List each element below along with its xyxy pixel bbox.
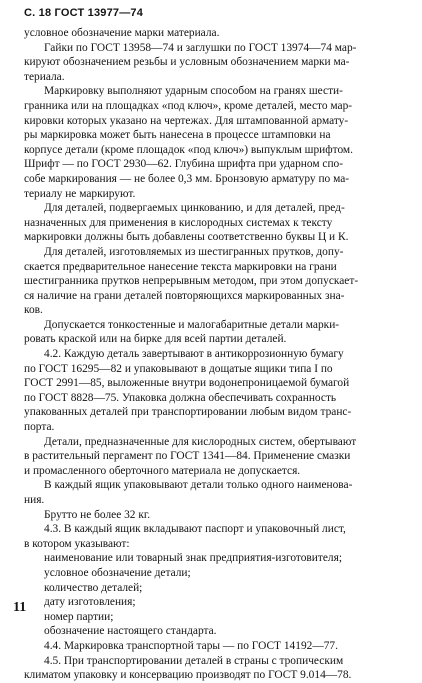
- text-line: ГОСТ 2991—85, выложенные внутри водонепроницаемой бумагой: [24, 377, 350, 390]
- text-line: Допускается тонкостенные и малогабаритные детали марки-: [44, 318, 340, 331]
- text-line: в растительный пергамент по ГОСТ 1341—84. Применение смазки: [24, 450, 351, 463]
- text-line: собе маркирования — не более 0,3 мм. Бронзовую арматуру по ма-: [24, 172, 350, 185]
- text-line: 4.3. В каждый ящик вкладывают паспорт и упаковочный лист,: [44, 523, 346, 536]
- text-line: териала.: [24, 70, 65, 83]
- text-line: условное обозначение марки материала.: [24, 27, 220, 39]
- text-line: наименование или товарный знак предприятия-изготовителя;: [44, 552, 343, 565]
- text-line: дату изготовления;: [44, 596, 136, 609]
- text-line: ровать краской или на бирке для всей партии деталей.: [24, 333, 287, 346]
- text-line: Шрифт — по ГОСТ 2930—62. Глубина шрифта при ударном спо-: [24, 158, 344, 171]
- document-body: [24, 26, 398, 683]
- text-line: назначенных для применения в кислородных системах к тексту: [24, 216, 333, 229]
- text-line: по ГОСТ 16295—82 и упаковывают в дощатые ящики типа I по: [24, 362, 333, 375]
- text-line: условное обозначение детали;: [44, 566, 191, 579]
- text-line: териалу не маркируют.: [24, 187, 136, 200]
- text-line: скается предварительное нанесение текста маркировки на грани: [24, 260, 337, 273]
- text-line: упакованных деталей при транспортировании любым видом транс-: [24, 406, 352, 419]
- text-line: ния.: [24, 494, 45, 506]
- text-line: Детали, предназначенные для кислородных систем, обертывают: [44, 435, 357, 448]
- text-line: В каждый ящик упаковывают детали только одного наименова-: [44, 479, 353, 492]
- text-line: 4.2. Каждую деталь завертывают в антикоррозионную бумагу: [44, 348, 344, 361]
- text-line: маркировки должны быть добавлены соответственно буквы Ц и К.: [24, 231, 349, 244]
- text-line: количество деталей;: [44, 581, 143, 594]
- text-line: в котором указывают:: [24, 537, 130, 550]
- text-line: климатом упаковку и консервацию производят по ГОСТ 9.014—78.: [24, 669, 352, 682]
- text-line: гранника или на площадках «под ключ», кроме деталей, место мар-: [24, 99, 353, 112]
- page-corner-mark: 11: [13, 600, 27, 615]
- text-line: ся наличие на грани деталей повторяющихся маркированных зна-: [24, 289, 345, 302]
- text-line: кируют обозначением резьбы и условным обозначением марки ма-: [24, 56, 350, 69]
- text-line: номер партии;: [44, 610, 114, 623]
- text-line: Гайки по ГОСТ 13958—74 и заглушки по ГОСТ 13974—74 мар-: [44, 41, 357, 54]
- text-line: кировки которых указано на чертежах. Для штампованной армату-: [24, 114, 349, 127]
- text-line: ков.: [24, 304, 43, 317]
- text-line: Для деталей, подвергаемых цинкованию, и для деталей, пред-: [44, 202, 345, 215]
- text-line: по ГОСТ 8828—75. Упаковка должна обеспечивать сохранность: [24, 391, 337, 404]
- text-line: Маркировку выполняют ударным способом на гранях шести-: [44, 85, 343, 98]
- text-line: ры маркировка может быть нанесена в процессе штамповки на: [24, 129, 331, 142]
- text-line: порта.: [24, 421, 55, 434]
- page-header: С. 18 ГОСТ 13977—74: [24, 7, 144, 19]
- text-line: 4.5. При транспортировании деталей в страны с тропическим: [44, 654, 344, 667]
- text-line: и промасленного оберточного материала не допускается.: [24, 464, 301, 477]
- text-line: 4.4. Маркировка транспортной тары — по ГОСТ 14192—77.: [44, 639, 338, 652]
- text-line: Брутто не более 32 кг.: [44, 508, 151, 521]
- text-line: корпусе детали (кроме площадок «под ключ») выпуклым шрифтом.: [24, 143, 353, 156]
- text-line: обозначение настоящего стандарта.: [44, 625, 217, 638]
- text-line: шестигранника прутков непрерывным методом, при этом допускает-: [24, 275, 359, 288]
- text-line: Для деталей, изготовляемых из шестигранных прутков, допу-: [44, 245, 344, 258]
